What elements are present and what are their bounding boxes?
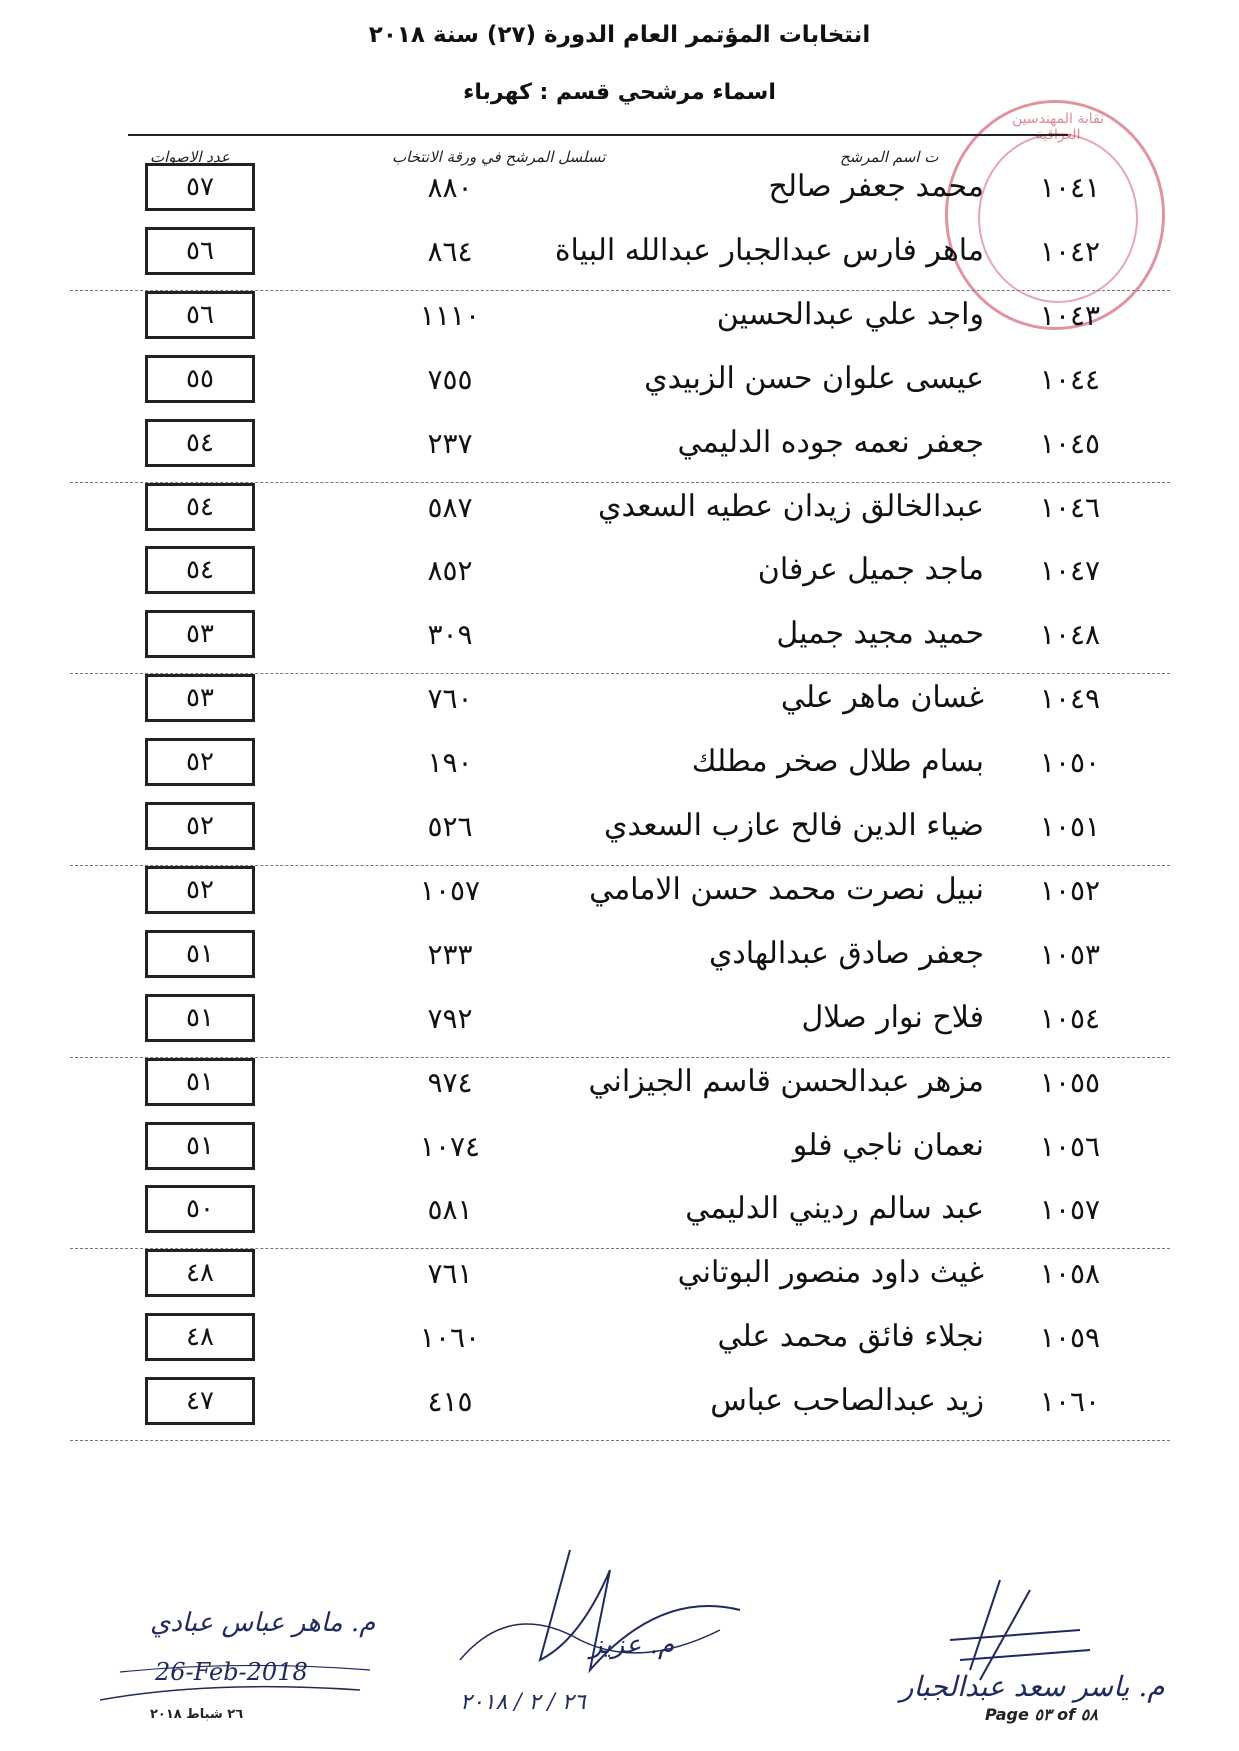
- table-row: [0, 483, 1239, 547]
- ballot-sequence: ١٠٦٠: [419, 1321, 481, 1354]
- candidate-name: نعمان ناجي فلو: [792, 1128, 984, 1163]
- votes-box: ٥١: [145, 994, 255, 1042]
- printed-date: ٢٦ شباط ٢٠١٨: [150, 1707, 244, 1722]
- header-name: ت اسم المرشح: [840, 148, 939, 166]
- votes-box: ٥٧: [145, 163, 255, 211]
- votes-box: ٥٤: [145, 483, 255, 531]
- table-row: [0, 1122, 1239, 1186]
- votes-box: ٥٢: [145, 866, 255, 914]
- candidate-number: ١٠٤٨: [1039, 618, 1101, 651]
- votes-box: ٥٦: [145, 227, 255, 275]
- document-title: انتخابات المؤتمر العام الدورة (٢٧) سنة ٢٠١٨: [368, 22, 871, 48]
- candidate-name: مزهر عبدالحسن قاسم الجيزاني: [588, 1064, 984, 1099]
- signature-middle-text: م. عزيز: [590, 1630, 675, 1660]
- ballot-sequence: ٥٨٧: [427, 491, 473, 524]
- header-sequence: تسلسل المرشح في ورقة الانتخاب: [392, 148, 606, 166]
- candidate-number: ١٠٥٣: [1039, 938, 1101, 971]
- table-row: [0, 1058, 1239, 1122]
- ballot-sequence: ٨٥٢: [427, 554, 473, 587]
- ballot-sequence: ٨٦٤: [427, 235, 473, 268]
- candidate-name: غسان ماهر علي: [780, 680, 984, 715]
- candidate-number: ١٠٤٤: [1039, 363, 1101, 396]
- candidate-number: ١٠٥٦: [1039, 1130, 1101, 1163]
- signature-middle-date: ٢٦ / ٢ / ٢٠١٨: [460, 1690, 586, 1715]
- votes-box: ٥١: [145, 930, 255, 978]
- ballot-sequence: ١٠٧٤: [419, 1130, 481, 1163]
- candidate-name: عبد سالم رديني الدليمي: [685, 1191, 984, 1226]
- table-row: [0, 163, 1239, 227]
- candidate-number: ١٠٥٤: [1039, 1002, 1101, 1035]
- candidate-name: جعفر صادق عبدالهادي: [708, 936, 984, 971]
- candidate-name: زيد عبدالصاحب عباس: [710, 1383, 984, 1418]
- votes-box: ٥٦: [145, 291, 255, 339]
- table-row: [0, 610, 1239, 674]
- signature-right: [860, 1560, 1190, 1720]
- ballot-sequence: ٨٨٠: [427, 171, 473, 204]
- ballot-sequence: ٢٣٧: [427, 427, 473, 460]
- candidate-number: ١٠٤٥: [1039, 427, 1101, 460]
- candidate-name: واجد علي عبدالحسين: [716, 297, 984, 332]
- candidate-name: حميد مجيد جميل: [776, 616, 984, 651]
- candidate-name: محمد جعفر صالح: [768, 169, 984, 204]
- ballot-sequence: ٧٦٠: [427, 682, 473, 715]
- candidate-name: غيث داود منصور البوتاني: [677, 1255, 984, 1290]
- table-row: [0, 227, 1239, 291]
- table-row: [0, 802, 1239, 866]
- candidate-number: ١٠٥٥: [1039, 1066, 1101, 1099]
- row-divider: [70, 1440, 1170, 1441]
- ballot-sequence: ٢٣٣: [427, 938, 473, 971]
- candidate-number: ١٠٤٦: [1039, 491, 1101, 524]
- votes-box: ٤٧: [145, 1377, 255, 1425]
- table-row: [0, 738, 1239, 802]
- candidate-name: فلاح نوار صلال: [801, 1000, 984, 1035]
- ballot-sequence: ٧٩٢: [427, 1002, 473, 1035]
- candidate-name: جعفر نعمه جوده الدليمي: [677, 425, 984, 460]
- candidate-name: عيسى علوان حسن الزبيدي: [644, 361, 984, 396]
- signature-left: [60, 1580, 460, 1730]
- candidate-number: ١٠٤٢: [1039, 235, 1101, 268]
- votes-box: ٥٢: [145, 738, 255, 786]
- ballot-sequence: ١١١٠: [419, 299, 481, 332]
- candidate-number: ١٠٦٠: [1039, 1385, 1101, 1418]
- table-row: [0, 419, 1239, 483]
- header-divider: [128, 134, 1068, 136]
- votes-box: ٥٤: [145, 546, 255, 594]
- candidate-name: ماهر فارس عبدالجبار عبدالله البياة: [554, 233, 984, 268]
- candidate-name: نجلاء فائق محمد علي: [717, 1319, 984, 1354]
- ballot-sequence: ٧٥٥: [427, 363, 473, 396]
- candidate-number: ١٠٤١: [1039, 171, 1101, 204]
- votes-box: ٥٤: [145, 419, 255, 467]
- signature-right-name: م. ياسر سعد عبدالجبار: [900, 1670, 1165, 1703]
- ballot-sequence: ٩٧٤: [427, 1066, 473, 1099]
- ballot-sequence: ٥٢٦: [427, 810, 473, 843]
- votes-box: ٥٣: [145, 610, 255, 658]
- candidate-number: ١٠٥١: [1039, 810, 1101, 843]
- votes-box: ٥٠: [145, 1185, 255, 1233]
- candidate-number: ١٠٥٩: [1039, 1321, 1101, 1354]
- ballot-sequence: ٤١٥: [427, 1385, 473, 1418]
- table-row: [0, 866, 1239, 930]
- table-row: [0, 930, 1239, 994]
- table-row: [0, 355, 1239, 419]
- stamp-text: نقابة المهندسين العراقية: [1012, 111, 1104, 143]
- candidate-name: نبيل نصرت محمد حسن الامامي: [589, 872, 984, 907]
- candidate-number: ١٠٥٢: [1039, 874, 1101, 907]
- votes-box: ٥٥: [145, 355, 255, 403]
- candidate-number: ١٠٥٧: [1039, 1193, 1101, 1226]
- table-row: [0, 291, 1239, 355]
- page-label: Page ٥٣ of ٥٨: [985, 1705, 1098, 1724]
- signature-left-name: م. ماهر عباس عبادي: [150, 1608, 376, 1638]
- table-row: [0, 674, 1239, 738]
- candidate-number: ١٠٤٩: [1039, 682, 1101, 715]
- votes-box: ٤٨: [145, 1313, 255, 1361]
- votes-box: ٥٣: [145, 674, 255, 722]
- table-row: [0, 1185, 1239, 1249]
- ballot-sequence: ٣٠٩: [427, 618, 473, 651]
- candidate-number: ١٠٥٠: [1039, 746, 1101, 779]
- table-row: [0, 994, 1239, 1058]
- candidate-name: عبدالخالق زيدان عطيه السعدي: [598, 489, 984, 524]
- signature-left-date: 26-Feb-2018: [155, 1658, 308, 1686]
- ballot-sequence: ١٩٠: [427, 746, 473, 779]
- ballot-sequence: ٧٦١: [427, 1257, 473, 1290]
- ballot-sequence: ١٠٥٧: [419, 874, 481, 907]
- votes-box: ٥١: [145, 1058, 255, 1106]
- candidate-number: ١٠٤٧: [1039, 554, 1101, 587]
- header-votes: عدد الاصوات: [150, 148, 230, 166]
- votes-box: ٥١: [145, 1122, 255, 1170]
- table-row: [0, 1313, 1239, 1377]
- signature-left-scribble: [60, 1580, 460, 1730]
- table-row: [0, 1249, 1239, 1313]
- signature-middle: [420, 1530, 780, 1730]
- ballot-sequence: ٥٨١: [427, 1193, 473, 1226]
- table-row: [0, 1377, 1239, 1441]
- candidate-name: ضياء الدين فالح عازب السعدي: [603, 808, 984, 843]
- candidate-number: ١٠٤٣: [1039, 299, 1101, 332]
- table-row: [0, 546, 1239, 610]
- votes-box: ٤٨: [145, 1249, 255, 1297]
- candidate-name: بسام طلال صخر مطلك: [691, 744, 984, 779]
- candidate-name: ماجد جميل عرفان: [757, 552, 984, 587]
- votes-box: ٥٢: [145, 802, 255, 850]
- candidate-number: ١٠٥٨: [1039, 1257, 1101, 1290]
- document-subtitle: اسماء مرشحي قسم : كهرباء: [463, 80, 776, 105]
